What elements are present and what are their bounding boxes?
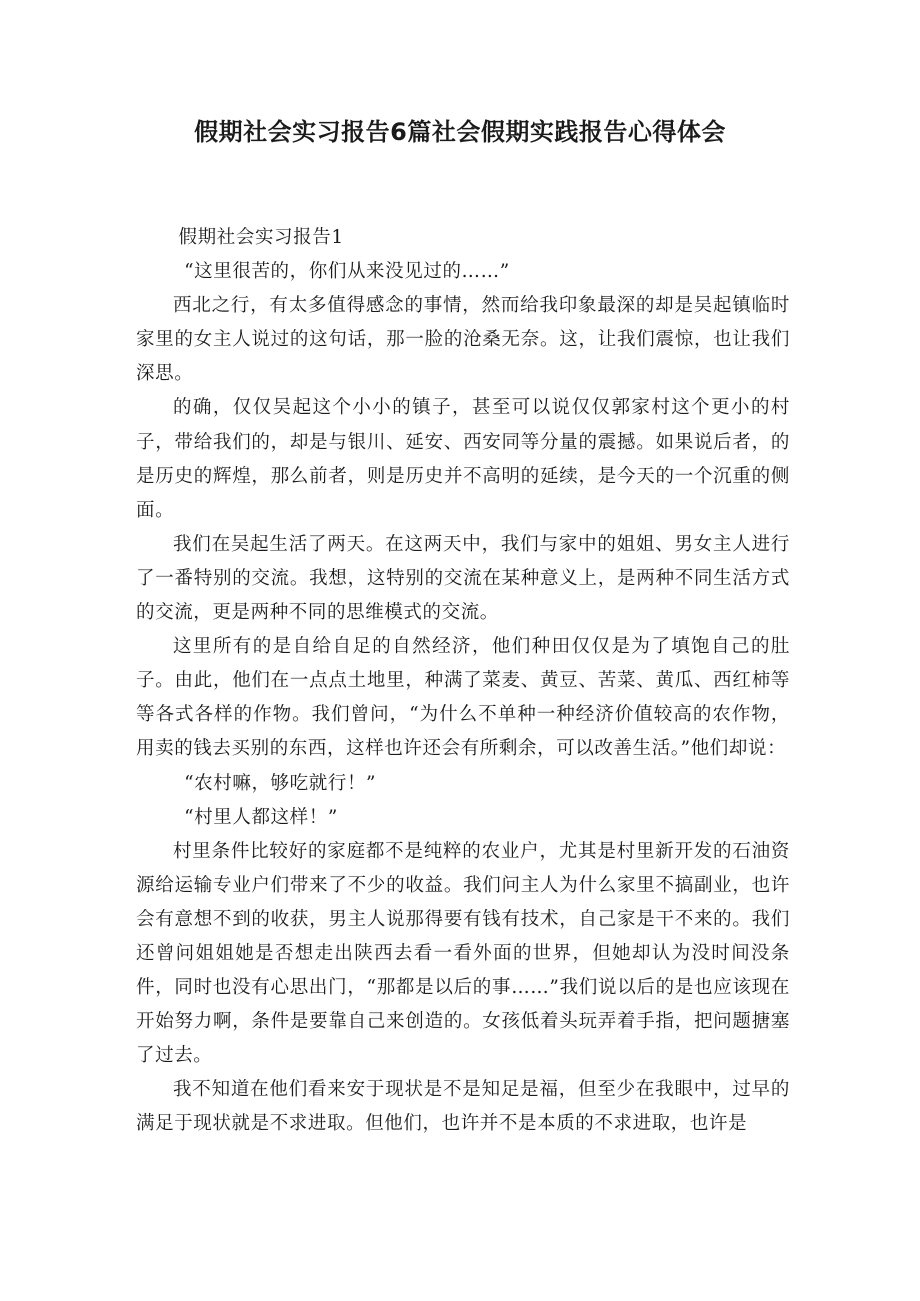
- section-heading: 假期社会实习报告1: [178, 227, 344, 248]
- paragraph: “农村嘛，够吃就行！”: [184, 772, 377, 794]
- paragraph: 我不知道在他们看来安于现状是不是知足是福，但至少在我眼中，过早的满足于现状就是不求进取。但他们，也许并不是本质的不求进取，也许是: [136, 1079, 790, 1135]
- paragraph: 的确，仅仅吴起这个小小的镇子，甚至可以说仅仅郭家村这个更小的村子，带给我们的，却是与银川、延安、西安同等分量的震撼。如果说后者，的是历史的辉煌，那么前者，则是历史并不高明的延续，是今天的一个沉重的侧面。: [136, 397, 790, 521]
- paragraph: 西北之行，有太多值得感念的事情，然而给我印象最深的却是吴起镇临时家里的女主人说过的这句话，那一脸的沧桑无奈。这，让我们震惊，也让我们深思。: [136, 295, 790, 385]
- paragraph: 这里所有的是自给自足的自然经济，他们种田仅仅是为了填饱自己的肚子。由此，他们在一点点土地里，种满了菜麦、黄豆、苦菜、黄瓜、西红柿等等各式各样的作物。我们曾问，“为什么不单种一种经济价值较高的农作物，用卖的钱去买别的东西，这样也许还会有所剩余，可以改善生活。”他们却说：: [136, 636, 790, 760]
- paragraph: “村里人都这样！”: [184, 806, 338, 828]
- document-title: 假期社会实习报告6篇社会假期实践报告心得体会: [194, 118, 726, 146]
- document-body: [136, 221, 790, 1142]
- paragraph: 村里条件比较好的家庭都不是纯粹的农业户，尤其是村里新开发的石油资源给运输专业户们带来了不少的收益。我们问主人为什么家里不搞副业，也许会有意想不到的收获，男主人说那得要有钱有技术，自己家是干不来的。我们还曾问姐姐她是否想走出陕西去看一看外面的世界，但她却认为没时间没条件，同时也没有心思出门，“那都是以后的事……”我们说以后的是也应该现在开始努力啊，条件是要靠自己来创造的。女孩低着头玩弄着手指，把问题搪塞了过去。: [136, 840, 790, 1067]
- paragraph: 我们在吴起生活了两天。在这两天中，我们与家中的姐姐、男女主人进行了一番特别的交流。我想，这特别的交流在某种意义上，是两种不同生活方式的交流，更是两种不同的思维模式的交流。: [136, 533, 790, 624]
- paragraph: “这里很苦的，你们从来没见过的……”: [184, 261, 510, 283]
